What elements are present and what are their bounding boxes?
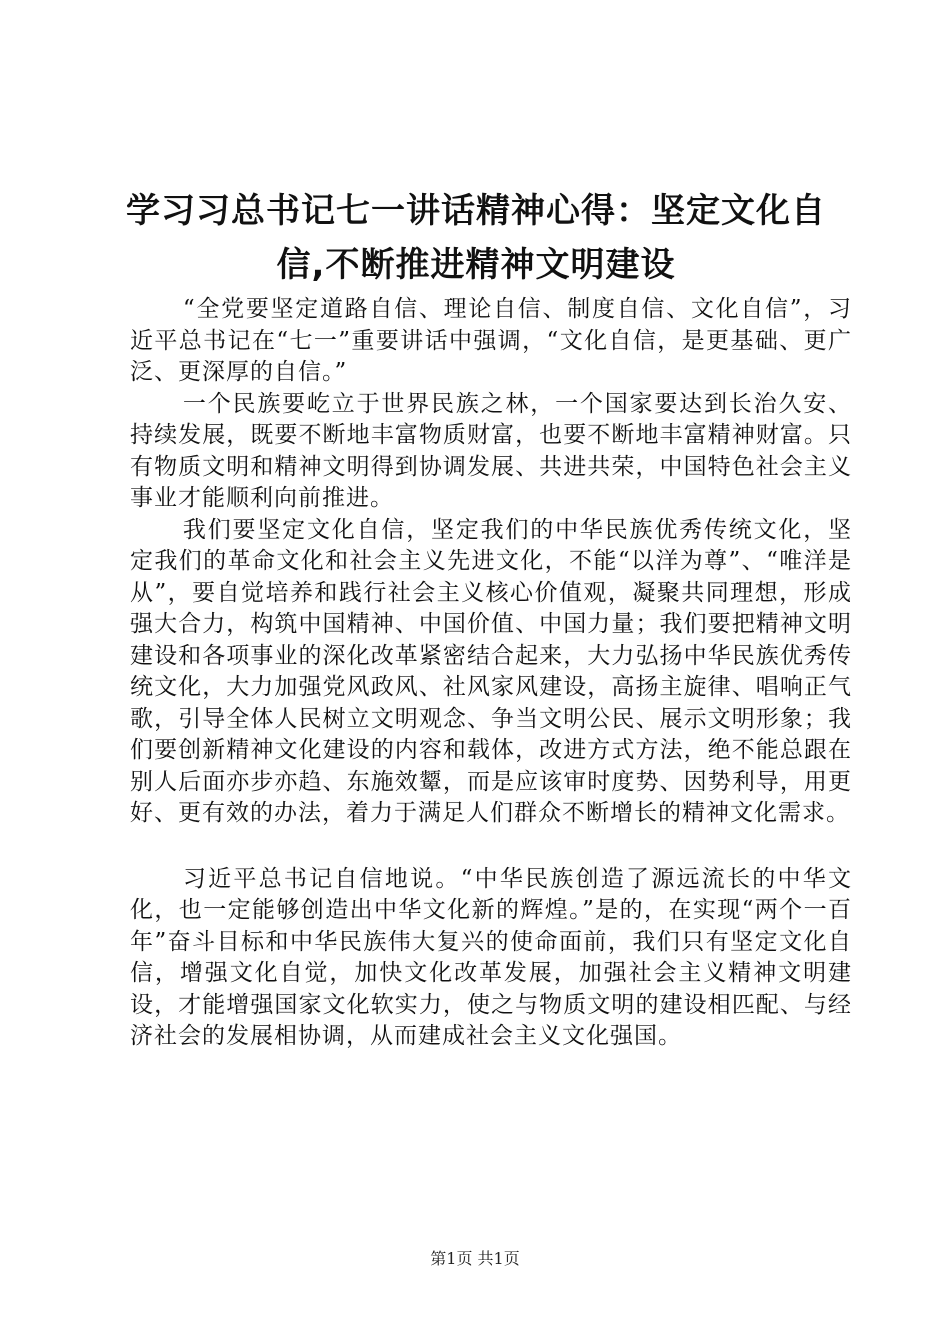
page-number-footer: 第1页 共1页	[430, 1249, 520, 1268]
title-line-1: 学习习总书记七一讲话精神心得：坚定文化自	[126, 191, 826, 231]
title-line-2: 信,不断推进精神文明建设	[276, 245, 676, 285]
paragraph-2: 一个民族要屹立于世界民族之林，一个国家要达到长治久安、持续发展，既要不断地丰富物质财富，也要不断地丰富精神财富。只有物质文明和精神文明得到协调发展、共进共荣，中国特色社会主义事业才能顺利向前推进。	[130, 390, 852, 511]
document-title	[118, 184, 834, 292]
paragraph-3: 我们要坚定文化自信，坚定我们的中华民族优秀传统文化，坚定我们的革命文化和社会主义先进文化，不能“以洋为尊”、“唯洋是从”，要自觉培养和践行社会主义核心价值观，凝聚共同理想，形成强大合力，构筑中国精神、中国价值、中国力量；我们要把精神文明建设和各项事业的深化改革紧密结合起来，大力弘扬中华民族优秀传统文化，大力加强党风政风、社风家风建设，高扬主旋律、唱响正气歌，引导全体人民树立文明观念、争当文明公民、展示文明形象；我们要创新精神文化建设的内容和载体，改进方式方法，绝不能总跟在别人后面亦步亦趋、东施效颦，而是应该审时度势、因势利导，用更好、更有效的办法，着力于满足人们群众不断增长的精神文化需求。	[130, 516, 852, 826]
paragraph-4: 习近平总书记自信地说。“中华民族创造了源远流长的中华文化，也一定能够创造出中华文化新的辉煌。”是的，在实现“两个一百年”奋斗目标和中华民族伟大复兴的使命面前，我们只有坚定文化自信，增强文化自觉，加快文化改革发展，加强社会主义精神文明建设，才能增强国家文化软实力，使之与物质文明的建设相匹配、与经济社会的发展相协调，从而建成社会主义文化强国。	[130, 865, 852, 1049]
paragraph-1: “全党要坚定道路自信、理论自信、制度自信、文化自信”，习近平总书记在“七一”重要讲话中强调，“文化自信，是更基础、更广泛、更深厚的自信。”	[130, 296, 852, 385]
document-body	[130, 294, 852, 1053]
paragraph-spacer	[130, 830, 852, 864]
